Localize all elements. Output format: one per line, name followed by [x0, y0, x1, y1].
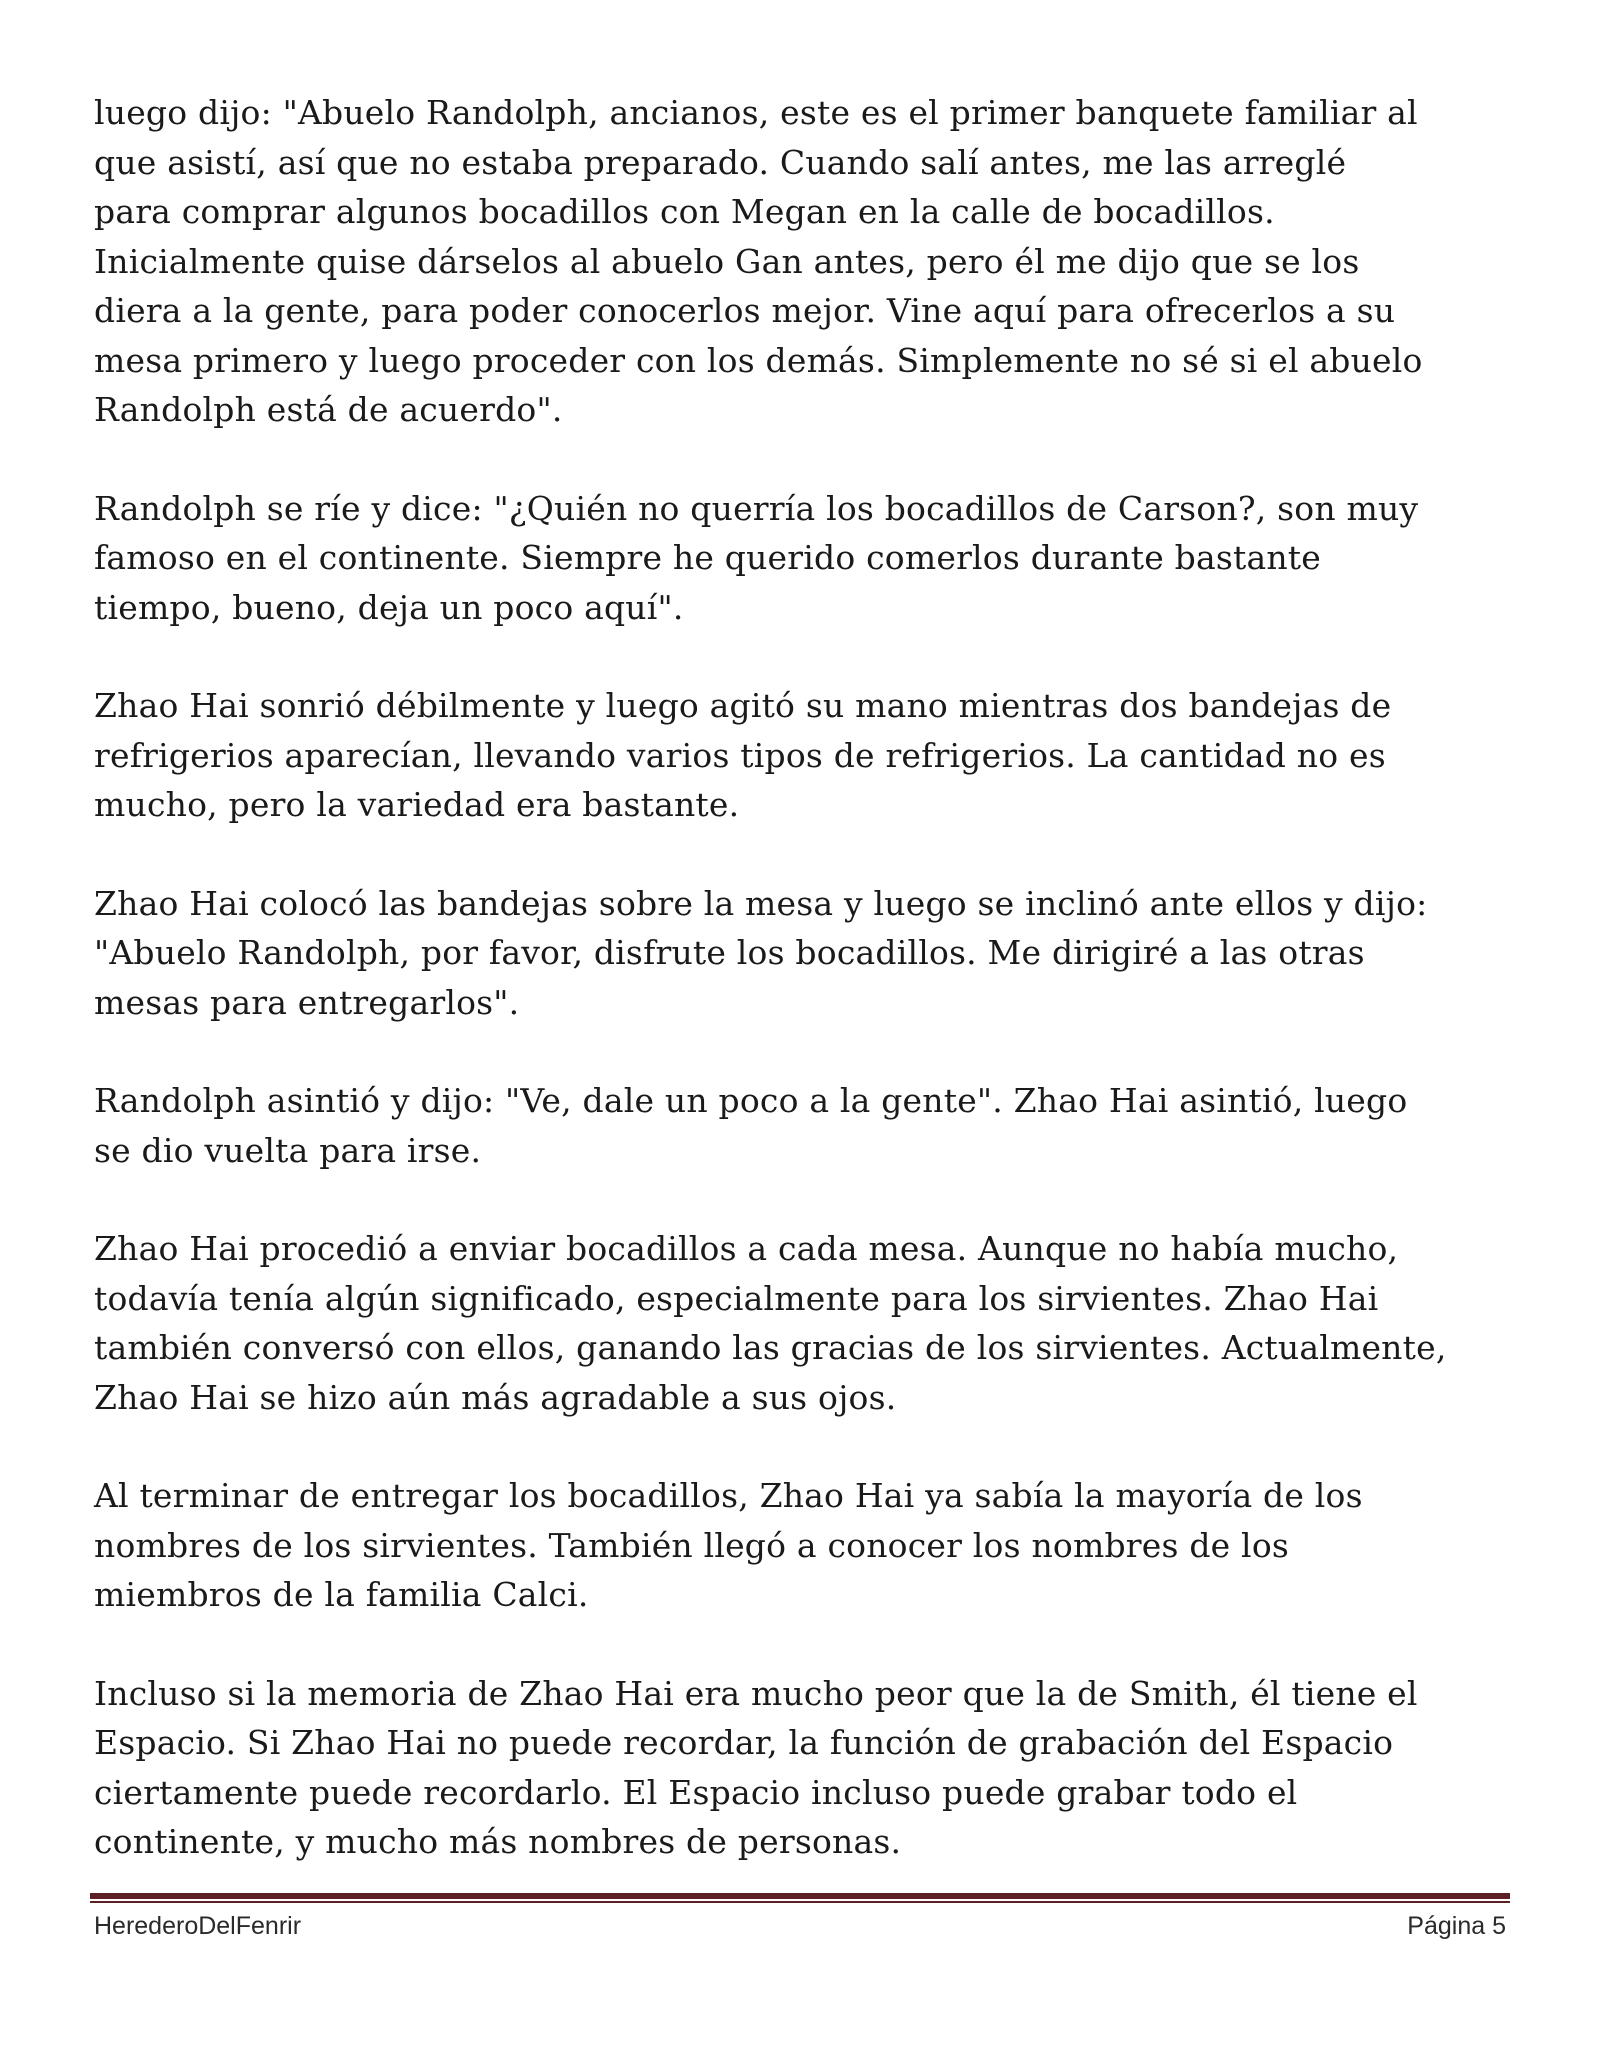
text-line: para comprar algunos bocadillos con Megan en la calle de bocadillos. [94, 192, 1275, 231]
paragraph [94, 484, 1512, 633]
footer-divider [90, 1893, 1510, 1904]
text-line: luego dijo: "Abuelo Randolph, ancianos, este es el primer banquete familiar al [94, 93, 1418, 132]
text-line: Zhao Hai colocó las bandejas sobre la mesa y luego se inclinó ante ellos y dijo: [94, 883, 1428, 923]
text-line: continente, y mucho más nombres de personas. [94, 1822, 902, 1861]
footer-divider-thin [90, 1901, 1510, 1903]
paragraph [94, 1076, 1512, 1175]
footer-divider-thick [90, 1893, 1510, 1899]
text-line: Randolph está de acuerdo". [94, 390, 563, 429]
paragraph [94, 879, 1512, 1028]
text-line: todavía tenía algún significado, especialmente para los sirvientes. Zhao Hai [94, 1278, 1379, 1318]
text-line: mesas para entregarlos". [94, 982, 520, 1022]
text-line: "Abuelo Randolph, por favor, disfrute los bocadillos. Me dirigiré a las otras [94, 933, 1365, 972]
text-line: Randolph asintió y dijo: "Ve, dale un poco a la gente". Zhao Hai asintió, luego [94, 1081, 1408, 1120]
text-line: Incluso si la memoria de Zhao Hai era mucho peor que la de Smith, él tiene el [94, 1673, 1418, 1713]
text-line: Zhao Hai se hizo aún más agradable a sus ojos. [94, 1377, 897, 1417]
page-number: Página 5 [1407, 1912, 1506, 1940]
text-line: que asistí, así que no estaba preparado. Cuando salí antes, me las arreglé [94, 142, 1347, 182]
document-body [94, 88, 1512, 1916]
text-line: ciertamente puede recordarlo. El Espacio incluso puede grabar todo el [94, 1772, 1298, 1812]
text-line: diera a la gente, para poder conocerlos mejor. Vine aquí para ofrecerlos a su [94, 291, 1396, 330]
text-line: Randolph se ríe y dice: "¿Quién no querría los bocadillos de Carson?, son muy [94, 488, 1419, 528]
text-line: Espacio. Si Zhao Hai no puede recordar, la función de grabación del Espacio [94, 1723, 1394, 1762]
text-line: mesa primero y luego proceder con los demás. Simplemente no sé si el abuelo [94, 340, 1423, 380]
text-line: miembros de la familia Calci. [94, 1575, 589, 1614]
paragraph [94, 1224, 1512, 1422]
text-line: también conversó con ellos, ganando las gracias de los sirvientes. Actualmente, [94, 1328, 1447, 1367]
text-line: famoso en el continente. Siempre he querido comerlos durante bastante [94, 538, 1321, 577]
text-line: Inicialmente quise dárselos al abuelo Gan antes, pero él me dijo que se los [94, 241, 1360, 281]
text-line: tiempo, bueno, deja un poco aquí". [94, 587, 684, 627]
text-line: se dio vuelta para irse. [94, 1130, 482, 1170]
text-line: nombres de los sirvientes. También llegó a conocer los nombres de los [94, 1525, 1290, 1565]
text-line: refrigerios aparecían, llevando varios tipos de refrigerios. La cantidad no es [94, 735, 1386, 775]
paragraph [94, 88, 1512, 435]
text-line: Zhao Hai sonrió débilmente y luego agitó su mano mientras dos bandejas de [94, 686, 1392, 725]
paragraph [94, 1669, 1512, 1867]
text-line: mucho, pero la variedad era bastante. [94, 785, 740, 824]
footer-author: HerederoDelFenrir [94, 1912, 302, 1940]
paragraph [94, 1471, 1512, 1620]
text-line: Al terminar de entregar los bocadillos, Zhao Hai ya sabía la mayoría de los [94, 1476, 1363, 1515]
text-line: Zhao Hai procedió a enviar bocadillos a cada mesa. Aunque no había mucho, [94, 1229, 1399, 1268]
paragraph [94, 681, 1512, 830]
